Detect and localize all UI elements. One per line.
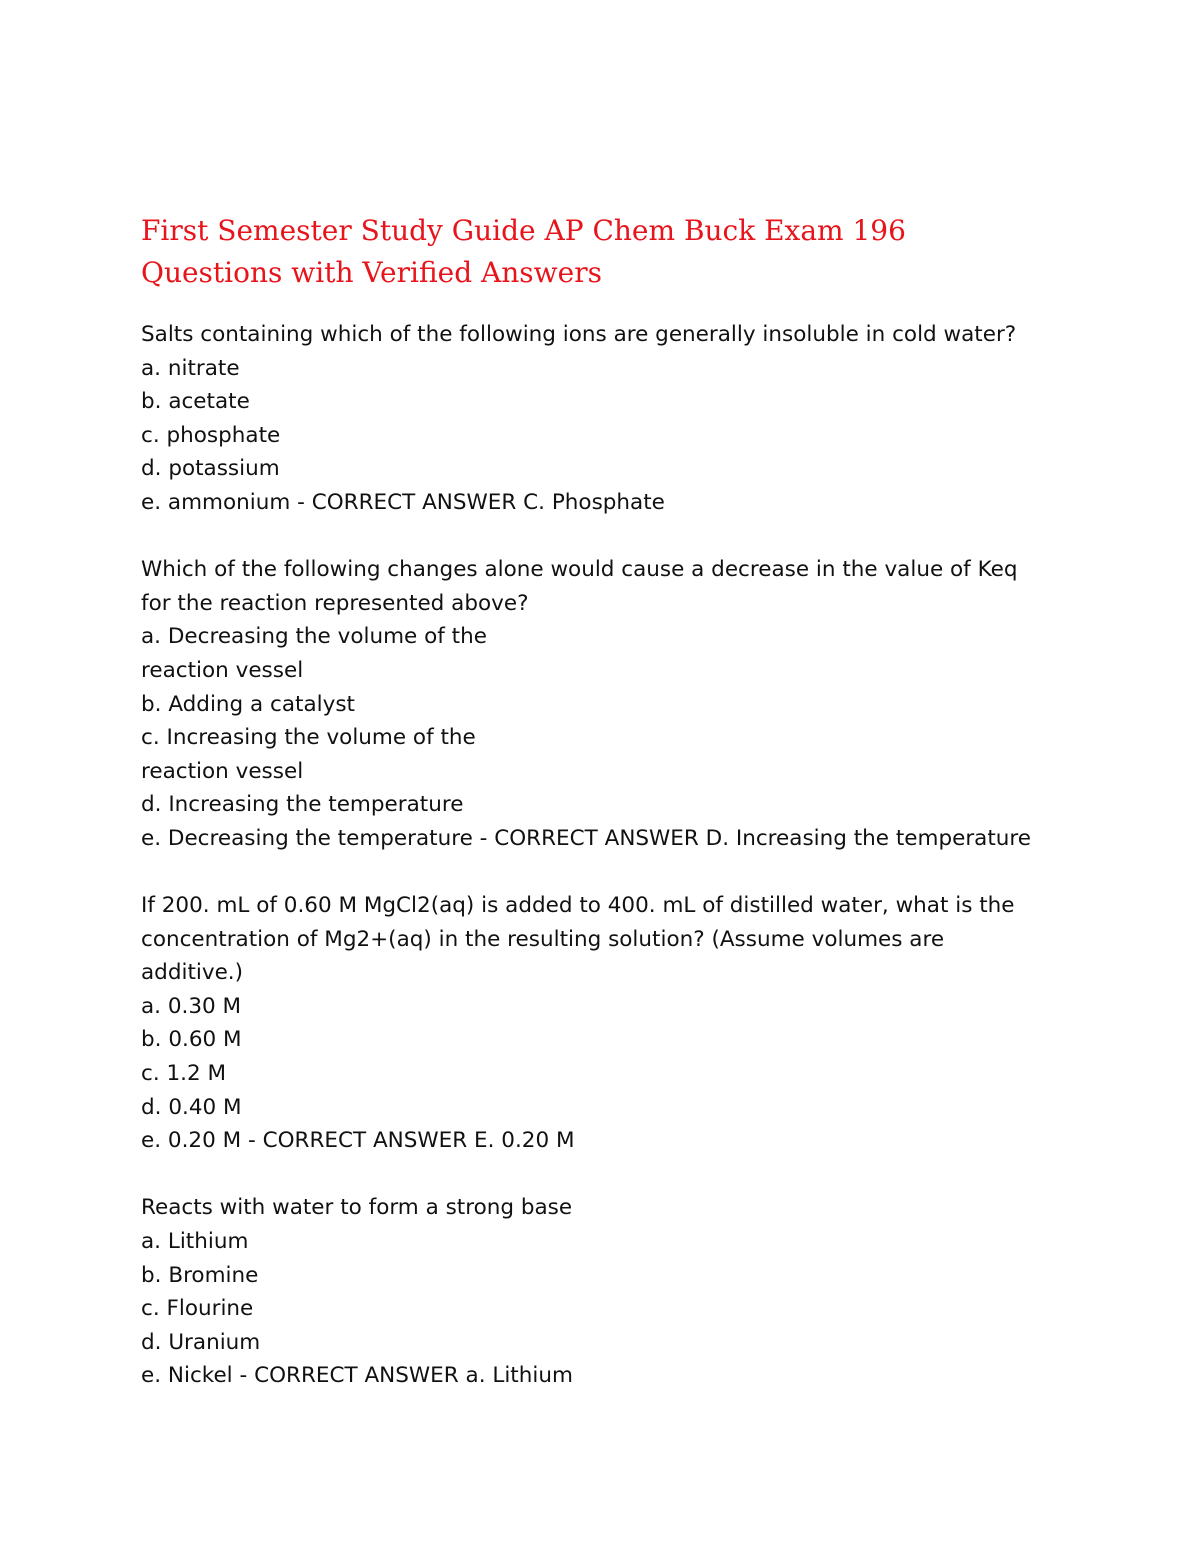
question-2-option-a-line-2: reaction vessel (141, 657, 304, 683)
title-line-2: Questions with Verified Answers (141, 256, 602, 289)
question-1-option-b: b. acetate (141, 389, 250, 415)
question-2-prompt-line-2: for the reaction represented above? (141, 590, 529, 616)
question-3-option-d: d. 0.40 M (141, 1094, 242, 1120)
question-4 (141, 1191, 1081, 1393)
paragraph-gap (141, 1158, 1081, 1192)
question-2-option-d: d. Increasing the temperature (141, 792, 464, 818)
question-3-option-a: a. 0.30 M (141, 993, 242, 1019)
question-4-option-e-answer: e. Nickel - CORRECT ANSWER a. Lithium (141, 1363, 573, 1389)
title-line-1: First Semester Study Guide AP Chem Buck Exam 196 (141, 214, 906, 247)
document-title (141, 210, 1081, 294)
question-4-option-b: b. Bromine (141, 1262, 259, 1288)
question-2-option-a-line-1: a. Decreasing the volume of the (141, 624, 487, 650)
document-content (141, 210, 1081, 1393)
paragraph-gap (141, 520, 1081, 554)
question-3-prompt-line-1: If 200. mL of 0.60 M MgCl2(aq) is added to 400. mL of distilled water, what is the (141, 893, 1015, 919)
question-1-option-d: d. potassium (141, 456, 280, 482)
question-3-option-e-answer: e. 0.20 M - CORRECT ANSWER E. 0.20 M (141, 1128, 575, 1154)
question-2-prompt-line-1: Which of the following changes alone would cause a decrease in the value of Keq (141, 557, 1018, 583)
question-2 (141, 553, 1081, 855)
question-3 (141, 889, 1081, 1158)
question-3-prompt-line-3: additive.) (141, 960, 244, 986)
question-1 (141, 318, 1081, 520)
question-4-option-a: a. Lithium (141, 1229, 249, 1255)
paragraph-gap (141, 856, 1081, 890)
question-4-prompt: Reacts with water to form a strong base (141, 1195, 573, 1221)
question-4-option-c: c. Flourine (141, 1296, 254, 1322)
question-4-option-d: d. Uranium (141, 1329, 261, 1355)
question-3-option-c: c. 1.2 M (141, 1061, 227, 1087)
question-1-option-e-answer: e. ammonium - CORRECT ANSWER C. Phosphate (141, 489, 665, 515)
question-1-prompt: Salts containing which of the following ions are generally insoluble in cold water? (141, 322, 1017, 347)
question-1-option-c: c. phosphate (141, 422, 281, 448)
question-2-option-b: b. Adding a catalyst (141, 691, 355, 717)
question-2-option-c-line-1: c. Increasing the volume of the (141, 725, 476, 751)
question-1-option-a: a. nitrate (141, 355, 240, 381)
question-2-option-c-line-2: reaction vessel (141, 758, 304, 784)
question-2-option-e-answer: e. Decreasing the temperature - CORRECT ANSWER D. Increasing the temperature (141, 825, 1031, 851)
question-3-option-b: b. 0.60 M (141, 1027, 242, 1053)
question-3-prompt-line-2: concentration of Mg2+(aq) in the resulting solution? (Assume volumes are (141, 926, 945, 952)
